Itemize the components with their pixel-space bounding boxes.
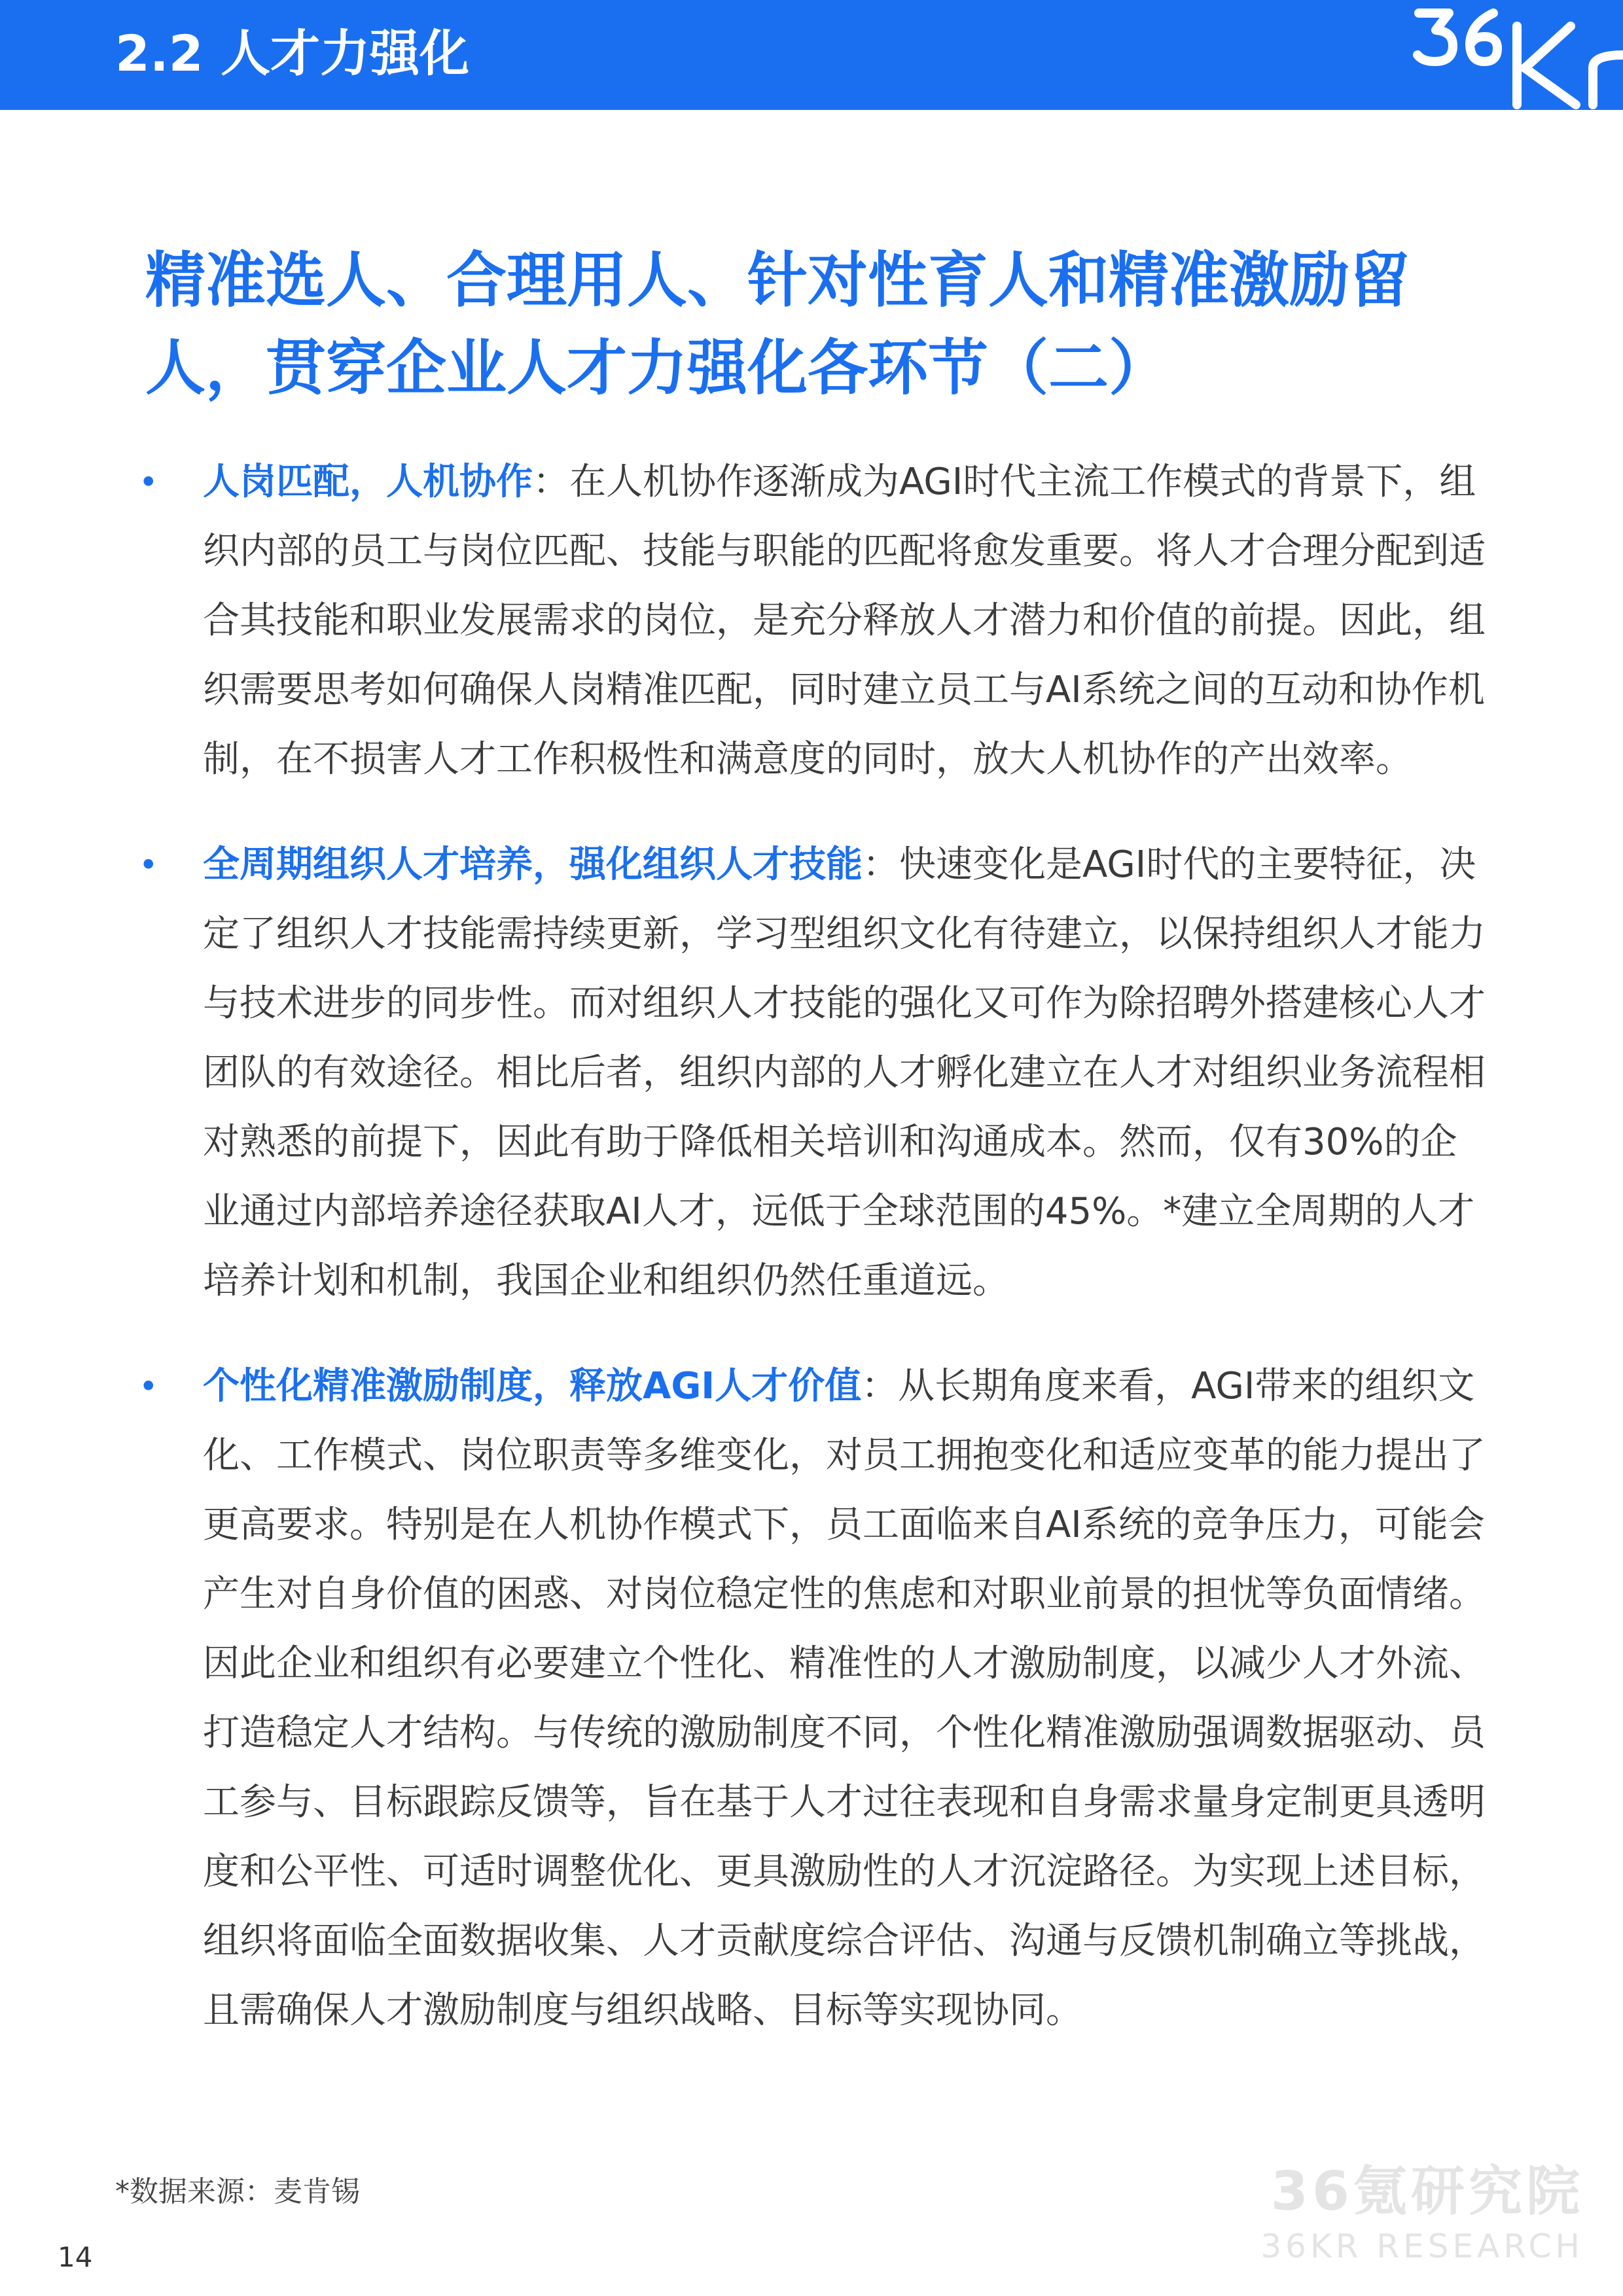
section-title: 2.2 人才力强化 (115, 24, 470, 82)
bullet-marker: • (139, 846, 158, 884)
list-item (0, 448, 1486, 794)
36kr-logo (1407, 0, 1623, 110)
watermark-cn: 36氪研究院 (1270, 2161, 1584, 2223)
bullet-lead: 全周期组织人才培养，强化组织人才技能 (203, 843, 863, 886)
list-item (0, 830, 1486, 1316)
bullet-text: 从长期角度来看，AGI带来的组织文化、工作模式、岗位职责等多维变化，对员工拥抱变化和适应变革的能力提出了更高要求。特别是在人机协作模式下，员工面临来自AI系统的竞争压力，可能会产生对自身价值的困惑、对岗位稳定性的焦虑和对职业前景的担忧等负面情绪。因此企业和组织有必要建立个性化、精准性的人才激励制度，以减少人才外流、打造稳定人才结构。与传统的激励制度不同，个性化精准激励强调数据驱动、员工参与、目标跟踪反馈等，旨在基于人才过往表现和自身需求量身定制更具透明度和公平性、可适时调整优化、更具激励性的人才沉淀路径。为实现上述目标，组织将面临全面数据收集、人才贡献度综合评估、沟通与反馈机制确立等挑战，且需确保人才激励制度与组织战略、目标等实现协同。 (203, 1365, 1486, 2032)
bullet-separator: ： (861, 1365, 899, 1407)
bullet-marker: • (139, 463, 158, 501)
watermark (1260, 2159, 1584, 2268)
list-item (0, 1352, 1486, 2045)
source-note: *数据来源：麦肯锡 (115, 2175, 360, 2208)
watermark-en: 36KR RESEARCH (1260, 2227, 1584, 2265)
bullet-lead: 个性化精准激励制度，释放AGI人才价值 (203, 1365, 862, 1407)
page-number: 14 (58, 2241, 93, 2273)
bullet-marker: • (139, 1368, 158, 1405)
bullet-text: 快速变化是AGI时代的主要特征，决定了组织人才技能需持续更新，学习型组织文化有待建立，以保持组织人才能力与技术进步的同步性。而对组织人才技能的强化又可作为除招聘外搭建核心人才团队的有效途径。相比后者，组织内部的人才孵化建立在人才对组织业务流程相对熟悉的前提下，因此有助于降低相关培训和沟通成本。然而，仅有30%的企业通过内部培养途径获取AI人才，远低于全球范围的45%。*建立全周期的人才培养计划和机制，我国企业和组织仍然任重道远。 (203, 843, 1486, 1302)
bullet-separator: ： (533, 461, 569, 503)
main-heading: 精准选人、合理用人、针对性育人和精准激励留人，贯穿企业人才力强化各环节（二） (145, 245, 1410, 403)
bullet-separator: ： (863, 843, 899, 886)
header-bar (0, 0, 1623, 110)
bullet-text: 在人机协作逐渐成为AGI时代主流工作模式的背景下，组织内部的员工与岗位匹配、技能与职能的匹配将愈发重要。将人才合理分配到适合其技能和职业发展需求的岗位，是充分释放人才潜力和价值的前提。因此，组织需要思考如何确保人岗精准匹配，同时建立员工与AI系统之间的互动和协作机制，在不损害人才工作积极性和满意度的同时，放大人机协作的产出效率。 (203, 461, 1486, 781)
bullet-list (0, 448, 1623, 2081)
bullet-lead: 人岗匹配，人机协作 (203, 461, 533, 503)
